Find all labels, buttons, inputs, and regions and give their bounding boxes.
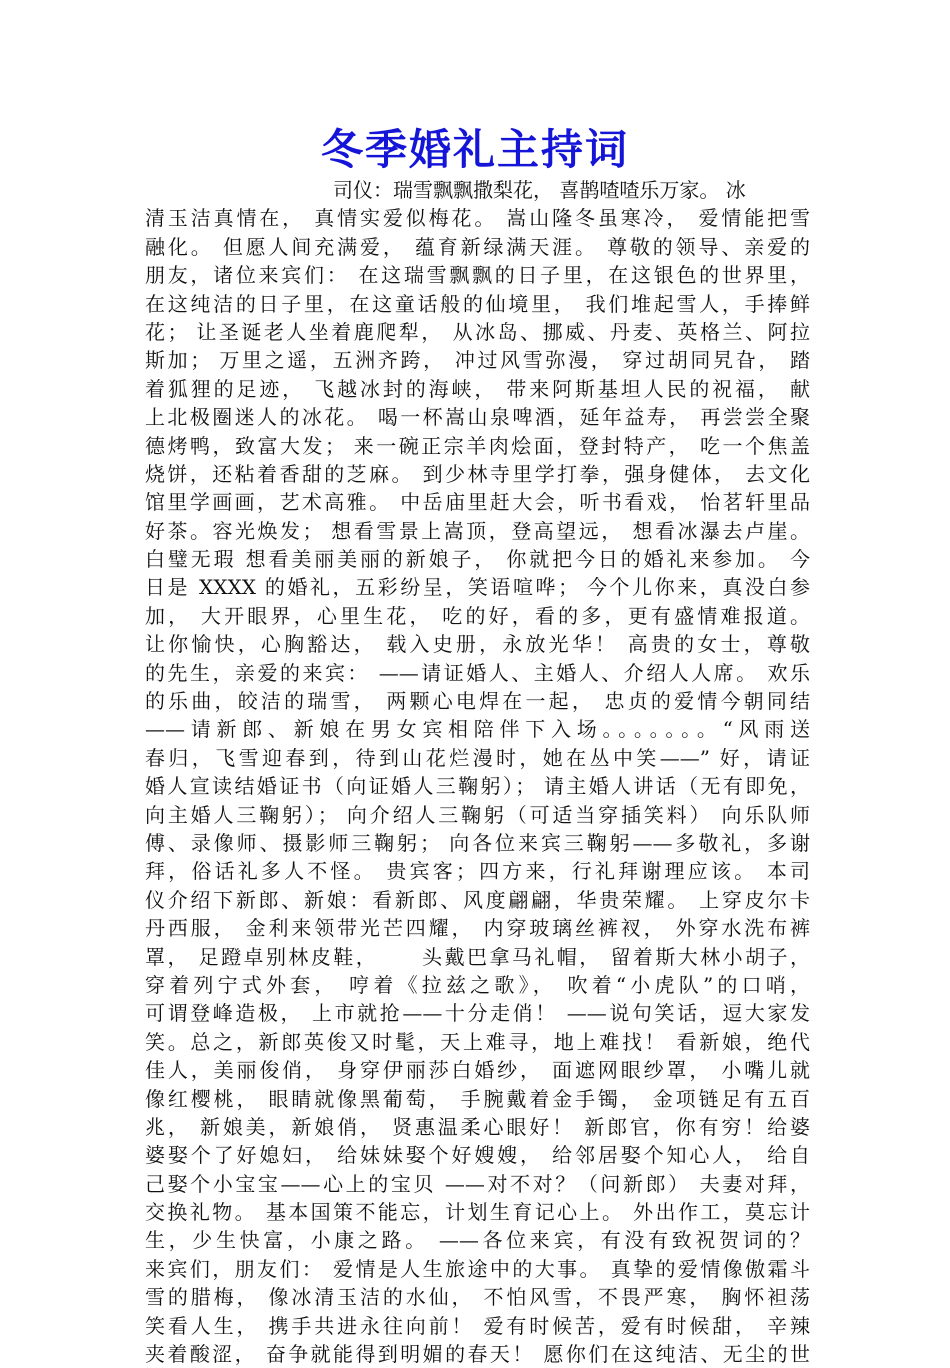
body-text-line: 交换礼物。 基本国策不能忘，计划生育记心上。 外出作工，莫忘计 <box>145 1200 810 1225</box>
body-text-line: 罩， 足蹬卓别林皮鞋， 头戴巴拿马礼帽， 留着斯大林小胡子， <box>145 944 810 969</box>
body-text-line: 拜，俗话礼多人不怪。 贵宾客；四方来，行礼拜谢理应该。 本司 <box>145 859 810 884</box>
document-body <box>145 176 810 1368</box>
body-text-line: 向主婚人三鞠躬）； 向介绍人三鞠躬（可适当穿插笑料） 向乐队师 <box>145 802 810 827</box>
body-text-line: 日是 XXXX 的婚礼，五彩纷呈，笑语喧哗； 今个儿你来，真没白参 <box>145 575 810 600</box>
body-text-line: 加， 大开眼界，心里生花， 吃的好，看的多，更有盛情难报道。 <box>145 603 810 628</box>
body-text-line: 丹西服， 金利来领带光芒四耀， 内穿玻璃丝裤衩， 外穿水洗布裤 <box>145 916 810 941</box>
body-text-line: 兆， 新娘美，新娘俏， 贤惠温柔心眼好！ 新郎官，你有穷！给婆 <box>145 1114 810 1139</box>
body-text-line: 着狐狸的足迹， 飞越冰封的海峡， 带来阿斯基坦人民的祝福， 献 <box>145 376 810 401</box>
body-text-line: 在这纯洁的日子里，在这童话般的仙境里， 我们堆起雪人，手捧鲜 <box>145 291 810 316</box>
body-text-line: 德烤鸭，致富大发； 来一碗正宗羊肉烩面，登封特产， 吃一个焦盖 <box>145 433 810 458</box>
body-text-line: 来宾们，朋友们： 爱情是人生旅途中的大事。 真挚的爱情像傲霜斗 <box>145 1256 810 1281</box>
body-text-line: 婆娶个了好媳妇， 给妹妹娶个好嫂嫂， 给邻居娶个知心人， 给自 <box>145 1143 810 1168</box>
body-text-line: 傅、录像师、摄影师三鞠躬； 向各位来宾三鞠躬——多敬礼，多谢 <box>145 830 810 855</box>
body-text-line: 笑。总之，新郎英俊又时髦，天上难寻，地上难找！ 看新娘，绝代 <box>145 1029 810 1054</box>
body-text-line: 的先生，亲爱的来宾： ——请证婚人、主婚人、介绍人人席。 欢乐 <box>145 660 810 685</box>
body-text-line: 清玉洁真情在， 真情实爱似梅花。 嵩山隆冬虽寒冷， 爱情能把雪 <box>145 206 810 231</box>
body-text-line: 上北极圈迷人的冰花。 喝一杯嵩山泉啤酒，延年益寿， 再尝尝全聚 <box>145 405 810 430</box>
body-text-line: 仪介绍下新郎、新娘：看新郎、风度翩翩，华贵荣耀。 上穿皮尔卡 <box>145 887 810 912</box>
body-text-line: 司仪：瑞雪飘飘撒梨花， 喜鹊喳喳乐万家。 冰 <box>333 178 746 202</box>
body-text-line: 笑看人生， 携手共进永往向前！ 爱有时候苦，爱有时候甜， 辛辣 <box>145 1313 810 1338</box>
body-text-line: 婚人宣读结婚证书（向证婚人三鞠躬）； 请主婚人讲话（无有即免， <box>145 774 810 799</box>
body-text-line: 夹着酸涩， 奋争就能得到明媚的春天！ 愿你们在这纯洁、无尘的世 <box>145 1342 810 1367</box>
body-text-line: 雪的腊梅， 像冰清玉洁的水仙， 不怕风雪，不畏严寒， 胸怀袒荡 <box>145 1285 810 1310</box>
body-text-line: 可谓登峰造极， 上市就抢——十分走俏！ ——说句笑话，逗大家发 <box>145 1001 810 1026</box>
body-text-line: 让你愉快，心胸豁达， 载入史册，永放光华！ 高贵的女士，尊敬 <box>145 632 810 657</box>
body-text-line: 花； 让圣诞老人坐着鹿爬犁， 从冰岛、挪威、丹麦、英格兰、阿拉 <box>145 319 810 344</box>
body-text-line: 白璧无瑕 想看美丽美丽的新娘子， 你就把今日的婚礼来参加。 今 <box>145 547 810 572</box>
body-text-line: 像红樱桃， 眼睛就像黑葡萄， 手腕戴着金手镯， 金项链足有五百 <box>145 1086 810 1111</box>
body-text-line: 己娶个小宝宝——心上的宝贝 ——对不对？（问新郎） 夫妻对拜， <box>145 1171 810 1196</box>
body-text-line: 朋友，诸位来宾们： 在这瑞雪飘飘的日子里，在这银色的世界里， <box>145 263 810 288</box>
document-title: 冬季婚礼主持词 <box>320 125 629 174</box>
body-text-line: 穿着列宁式外套， 哼着《拉兹之歌》， 吹着“小虎队”的口哨， <box>145 972 810 997</box>
body-text-line: 馆里学画画，艺术高雅。 中岳庙里赶大会，听书看戏， 怡茗轩里品 <box>145 490 810 515</box>
body-text-line: 烧饼，还粘着香甜的芝麻。 到少林寺里学打拳，强身健体， 去文化 <box>145 461 810 486</box>
body-text-line: 的乐曲，皎洁的瑞雪， 两颗心电焊在一起， 忠贞的爱情今朝同结 <box>145 689 810 714</box>
body-text-line: 春归，飞雪迎春到，待到山花烂漫时，她在丛中笑——” 好，请证 <box>145 745 810 770</box>
body-text-line: 斯加； 万里之遥，五洲齐跨， 冲过风雪弥漫， 穿过胡同旯旮， 踏 <box>145 348 810 373</box>
body-text-line: 好茶。容光焕发； 想看雪景上嵩顶，登高望远， 想看冰瀑去卢崖。 <box>145 518 810 543</box>
body-text-line: 生，少生快富，小康之路。 ——各位来宾，有没有致祝贺词的？ <box>145 1228 810 1253</box>
body-text-line: ——请新郎、新娘在男女宾相陪伴下入场。。。。。。。“风雨送 <box>145 717 810 742</box>
body-text-line: 佳人，美丽俊俏， 身穿伊丽莎白婚纱， 面遮网眼纱罩， 小嘴儿就 <box>145 1058 810 1083</box>
body-text-line: 融化。 但愿人间充满爱， 蕴育新绿满天涯。 尊敬的领导、亲爱的 <box>145 234 810 259</box>
